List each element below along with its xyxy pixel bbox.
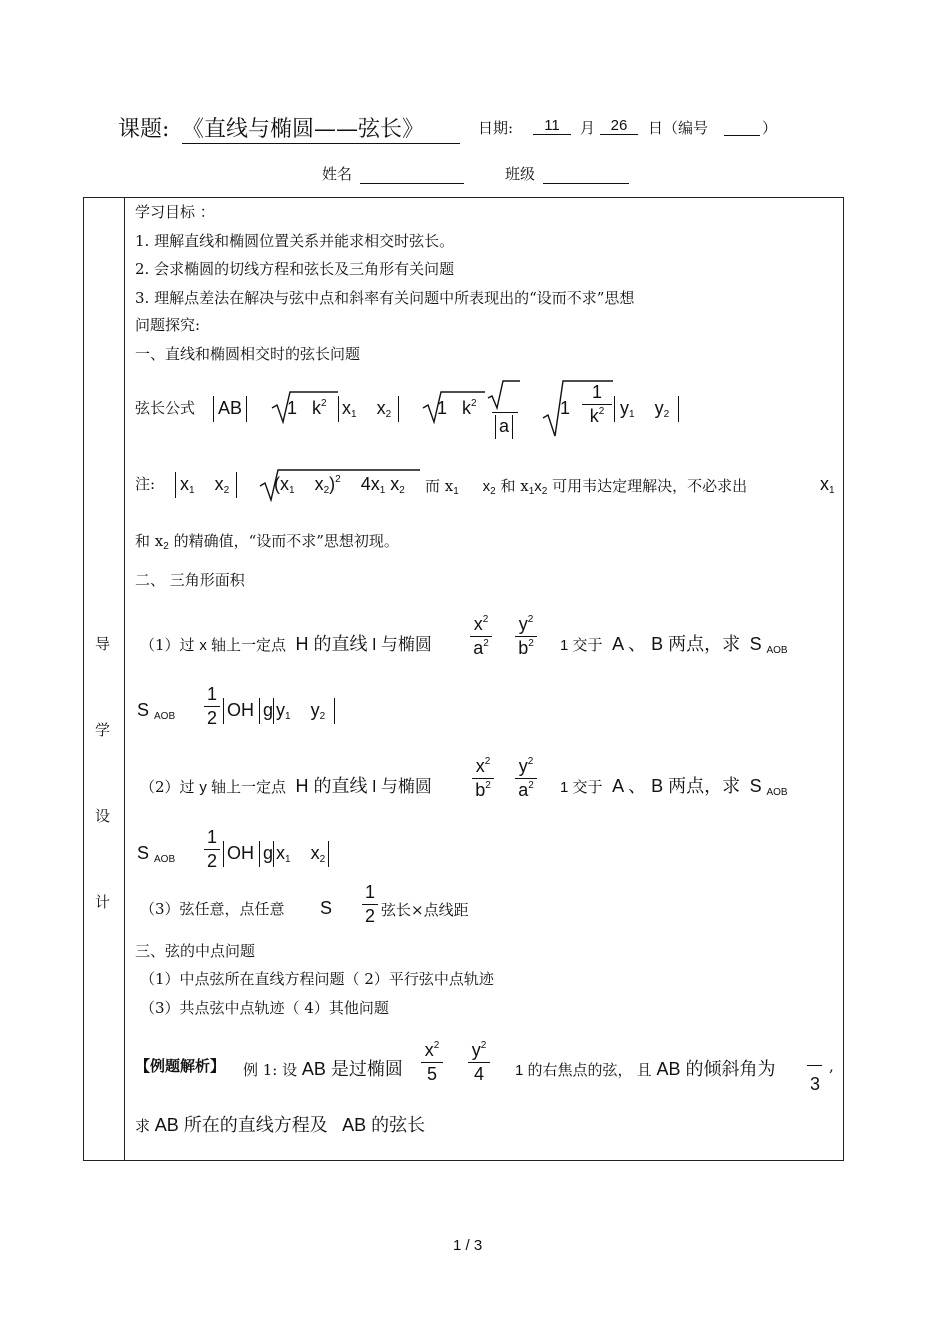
midpoint-line-1: （1）中点弦所在直线方程问题（ 2）平行弦中点轨迹	[140, 970, 494, 988]
triangle-item-1-tail: 1 交于 A 、 B 两点，求 S $_{AOB}$	[560, 634, 788, 656]
half-fraction: 1 2	[362, 882, 378, 927]
goal-item: 2. 会求椭圆的切线方程和弦长及三角形有关问题	[135, 260, 455, 278]
date-label: 日期:	[478, 119, 514, 137]
section-3-title: 三、弦的中点问题	[135, 942, 256, 960]
class-blank	[543, 164, 629, 184]
triangle-item-1: （1）过 x 轴上一定点 H 的直线 l 与椭圆	[140, 634, 432, 654]
note-text: 而 $x_1$ $x_2$ 和 $x_1x_2$ 可用韦达定理解决，不必求出	[425, 477, 748, 497]
triangle-item-3-tail: 弦长×点线距	[381, 901, 469, 919]
ellipse-x-term: $x^2$ $b^2$	[472, 756, 494, 801]
month-label: 月	[580, 119, 596, 137]
triangle-item-3: （3）弦任意，点任意	[140, 900, 285, 918]
name-blank	[360, 164, 464, 184]
note-x1-tail: $x_1$	[820, 474, 835, 496]
close-paren: ）	[762, 119, 778, 137]
midpoint-line-2: （3）共点弦中点轨迹（ 4）其他问题	[140, 999, 389, 1017]
month-value: 11	[533, 117, 571, 135]
triangle-item-2-tail: 1 交于 A 、 B 两点，求 S $_{AOB}$	[560, 776, 788, 798]
goals-title: 学习目标 ：	[135, 203, 215, 221]
ellipse-y-term: $y^2$ $a^2$	[515, 756, 537, 801]
lesson-title: 《直线与椭圆——弦长》	[182, 112, 460, 144]
ellipse-x-term: $x^2$ $a^2$	[470, 614, 492, 659]
section-1-title: 一、直线和椭圆相交时的弦长问题	[135, 345, 361, 363]
example-label: 【例题解析】	[135, 1057, 226, 1075]
page-number: 1 / 3	[453, 1237, 483, 1254]
day-value: 26	[600, 117, 638, 135]
explore-label: 问题探究:	[135, 316, 201, 334]
triangle-item-2: （2）过 y 轴上一定点 H 的直线 l 与椭圆	[140, 776, 432, 796]
class-label: 班级	[505, 165, 536, 183]
area-s: S	[320, 898, 333, 918]
title-label: 课题:	[118, 117, 170, 142]
side-char: 设	[95, 807, 111, 825]
side-char: 计	[95, 893, 111, 911]
example-line-2: 求 AB 所在的直线方程及 AB 的弦长	[135, 1115, 426, 1135]
number-blank	[724, 117, 760, 136]
section-2-title: 二、 三角形面积	[135, 571, 245, 589]
table-divider	[124, 197, 125, 1161]
chord-formula-label: 弦长公式	[135, 399, 196, 417]
example-x-term: $x^2$ 5	[421, 1040, 443, 1085]
side-char: 导	[95, 635, 111, 653]
goal-item: 3. 理解点差法在解决与弦中点和斜率有关问题中所表现出的“设而不求”思想	[135, 289, 635, 307]
name-label: 姓名	[322, 165, 353, 183]
day-label: 日（编号	[648, 119, 709, 137]
side-char: 学	[95, 721, 111, 739]
goal-item: 1. 理解直线和椭圆位置关系并能求相交时弦长。	[135, 232, 455, 250]
angle-denominator: 3	[810, 1074, 821, 1094]
example-comma: ,	[829, 1057, 834, 1075]
example-text: 例 1: 设 AB 是过椭圆	[243, 1059, 403, 1079]
angle-fraction-bar	[807, 1065, 822, 1066]
example-text-tail: 1 的右焦点的弦， 且 AB 的倾斜角为	[515, 1059, 776, 1079]
note-line-2: 和 $x_2$ 的精确值，“设而不求”思想初现。	[135, 532, 399, 552]
ellipse-y-term: $y^2$ $b^2$	[515, 614, 537, 659]
example-y-term: $y^2$ 4	[468, 1040, 490, 1085]
note-label: 注:	[135, 475, 156, 493]
